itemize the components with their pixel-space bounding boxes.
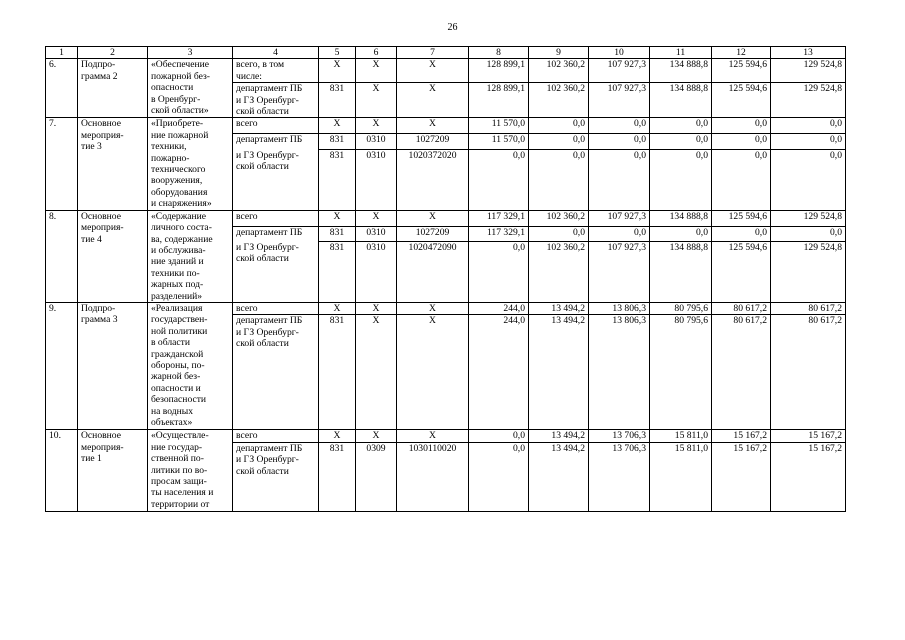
cell-value: 11 570,0	[469, 134, 529, 150]
cell-grbs: 831	[319, 83, 356, 118]
header-row	[46, 47, 846, 59]
cell-value: 129 524,8	[771, 83, 846, 118]
header-cell: 4	[233, 47, 319, 59]
cell-value: 13 706,3	[589, 442, 650, 511]
cell-value: 15 167,2	[712, 430, 771, 442]
cell-value: 134 888,8	[650, 210, 712, 226]
cell-value: 0,0	[529, 118, 589, 134]
table-row	[46, 210, 846, 226]
cell-value: 0,0	[529, 226, 589, 242]
cell-value: 0,0	[469, 430, 529, 442]
cell-csr: 1020472090	[397, 242, 469, 303]
cell-rzpr: Х	[356, 302, 397, 314]
header-cell: 1	[46, 47, 78, 59]
cell-value: 107 927,3	[589, 59, 650, 83]
cell-value: 80 617,2	[712, 315, 771, 430]
cell-value: 80 617,2	[771, 302, 846, 314]
header-cell: 8	[469, 47, 529, 59]
cell-value: 0,0	[712, 226, 771, 242]
responsible: департамент ПБ и ГЗ Оренбург- ской области	[233, 315, 319, 430]
cell-value: 0,0	[589, 134, 650, 150]
cell-value: 0,0	[650, 134, 712, 150]
cell-csr: 1020372020	[397, 150, 469, 211]
cell-grbs: 831	[319, 226, 356, 242]
cell-value: 102 360,2	[529, 210, 589, 226]
cell-rzpr: 0310	[356, 226, 397, 242]
header-cell: 7	[397, 47, 469, 59]
cell-value: 0,0	[650, 118, 712, 134]
program-title: «Осуществле- ние государ- ственной по- литики по во- просам защи- ты населения и территории от	[148, 430, 233, 511]
cell-grbs: 831	[319, 150, 356, 211]
cell-value: 107 927,3	[589, 83, 650, 118]
cell-value: 0,0	[771, 118, 846, 134]
cell-value: 128 899,1	[469, 83, 529, 118]
responsible: и ГЗ Оренбург- ской области	[233, 242, 319, 303]
cell-value: 13 706,3	[589, 430, 650, 442]
program-type: Подпро- грамма 3	[78, 302, 148, 429]
cell-grbs: 831	[319, 134, 356, 150]
cell-value: 117 329,1	[469, 210, 529, 226]
cell-value: 129 524,8	[771, 59, 846, 83]
cell-csr: Х	[397, 83, 469, 118]
responsible: департамент ПБ и ГЗ Оренбург- ской области	[233, 83, 319, 118]
cell-value: 0,0	[589, 150, 650, 211]
budget-table	[45, 46, 846, 512]
cell-value: 125 594,6	[712, 210, 771, 226]
cell-csr: 1027209	[397, 226, 469, 242]
cell-value: 80 617,2	[771, 315, 846, 430]
header-cell: 9	[529, 47, 589, 59]
responsible: всего	[233, 302, 319, 314]
cell-value: 80 617,2	[712, 302, 771, 314]
cell-value: 0,0	[469, 442, 529, 511]
row-number: 9.	[46, 302, 78, 429]
cell-grbs: 831	[319, 442, 356, 511]
table-row	[46, 59, 846, 83]
table-row	[46, 430, 846, 442]
cell-value: 0,0	[712, 150, 771, 211]
cell-grbs: 831	[319, 315, 356, 430]
cell-value: 0,0	[650, 150, 712, 211]
header-cell: 6	[356, 47, 397, 59]
cell-value: 13 806,3	[589, 302, 650, 314]
cell-grbs: Х	[319, 430, 356, 442]
header-cell: 2	[78, 47, 148, 59]
cell-csr: Х	[397, 430, 469, 442]
cell-value: 102 360,2	[529, 242, 589, 303]
program-type: Основное мероприя- тие 4	[78, 210, 148, 302]
cell-value: 15 811,0	[650, 430, 712, 442]
cell-value: 134 888,8	[650, 59, 712, 83]
responsible: департамент ПБ	[233, 134, 319, 150]
cell-csr: Х	[397, 59, 469, 83]
cell-value: 80 795,6	[650, 302, 712, 314]
header-cell: 12	[712, 47, 771, 59]
cell-value: 13 494,2	[529, 442, 589, 511]
cell-rzpr: 0309	[356, 442, 397, 511]
table-row	[46, 302, 846, 314]
cell-value: 117 329,1	[469, 226, 529, 242]
cell-value: 13 494,2	[529, 430, 589, 442]
program-title: «Обеспечение пожарной без- опасности в Оренбург- ской области»	[148, 59, 233, 118]
cell-value: 80 795,6	[650, 315, 712, 430]
program-title: «Содержание личного соста- ва, содержание и обслужива- ние зданий и техники по- жарных под- разделений»	[148, 210, 233, 302]
cell-value: 125 594,6	[712, 83, 771, 118]
cell-value: 11 570,0	[469, 118, 529, 134]
cell-value: 15 811,0	[650, 442, 712, 511]
header-cell: 11	[650, 47, 712, 59]
page-number: 26	[447, 22, 458, 33]
program-type: Основное мероприя- тие 3	[78, 118, 148, 210]
header-cell: 13	[771, 47, 846, 59]
cell-rzpr: Х	[356, 430, 397, 442]
cell-value: 0,0	[469, 242, 529, 303]
responsible: департамент ПБ и ГЗ Оренбург- ской области	[233, 442, 319, 511]
row-number: 8.	[46, 210, 78, 302]
cell-value: 0,0	[771, 226, 846, 242]
cell-value: 102 360,2	[529, 83, 589, 118]
cell-grbs: Х	[319, 210, 356, 226]
cell-grbs: Х	[319, 59, 356, 83]
cell-value: 244,0	[469, 315, 529, 430]
cell-value: 0,0	[712, 118, 771, 134]
table-row	[46, 118, 846, 134]
row-number: 6.	[46, 59, 78, 118]
cell-value: 107 927,3	[589, 242, 650, 303]
cell-csr: Х	[397, 315, 469, 430]
responsible: всего	[233, 118, 319, 134]
responsible: департамент ПБ	[233, 226, 319, 242]
cell-csr: Х	[397, 118, 469, 134]
program-type: Основное мероприя- тие 1	[78, 430, 148, 511]
cell-csr: Х	[397, 302, 469, 314]
cell-value: 128 899,1	[469, 59, 529, 83]
cell-value: 129 524,8	[771, 242, 846, 303]
cell-value: 0,0	[589, 226, 650, 242]
cell-value: 134 888,8	[650, 242, 712, 303]
cell-value: 125 594,6	[712, 242, 771, 303]
row-number: 10.	[46, 430, 78, 511]
cell-csr: 1030110020	[397, 442, 469, 511]
cell-rzpr: 0310	[356, 134, 397, 150]
cell-value: 0,0	[529, 150, 589, 211]
cell-value: 244,0	[469, 302, 529, 314]
cell-csr: Х	[397, 210, 469, 226]
cell-rzpr: Х	[356, 59, 397, 83]
cell-csr: 1027209	[397, 134, 469, 150]
cell-value: 0,0	[712, 134, 771, 150]
cell-value: 15 167,2	[771, 442, 846, 511]
cell-rzpr: 0310	[356, 150, 397, 211]
cell-value: 13 806,3	[589, 315, 650, 430]
header-cell: 3	[148, 47, 233, 59]
cell-value: 129 524,8	[771, 210, 846, 226]
header-cell: 5	[319, 47, 356, 59]
responsible: всего	[233, 210, 319, 226]
program-title: «Реализация государствен- ной политики в области гражданской обороны, по- жарной без- опасности и безопасности на водных объектах»	[148, 302, 233, 429]
cell-value: 134 888,8	[650, 83, 712, 118]
cell-value: 0,0	[771, 150, 846, 211]
cell-value: 0,0	[650, 226, 712, 242]
responsible: и ГЗ Оренбург- ской области	[233, 150, 319, 211]
row-number: 7.	[46, 118, 78, 210]
cell-value: 13 494,2	[529, 315, 589, 430]
cell-value: 0,0	[529, 134, 589, 150]
cell-value: 102 360,2	[529, 59, 589, 83]
cell-value: 0,0	[469, 150, 529, 211]
responsible: всего	[233, 430, 319, 442]
cell-rzpr: Х	[356, 118, 397, 134]
cell-value: 13 494,2	[529, 302, 589, 314]
cell-value: 107 927,3	[589, 210, 650, 226]
cell-rzpr: Х	[356, 315, 397, 430]
cell-rzpr: 0310	[356, 242, 397, 303]
program-title: «Приобрете- ние пожарной техники, пожарно- технического вооружения, оборудования и снаряжения»	[148, 118, 233, 210]
cell-rzpr: Х	[356, 83, 397, 118]
program-type: Подпро- грамма 2	[78, 59, 148, 118]
cell-grbs: 831	[319, 242, 356, 303]
cell-value: 15 167,2	[712, 442, 771, 511]
responsible: всего, в том числе:	[233, 59, 319, 83]
cell-grbs: Х	[319, 302, 356, 314]
cell-rzpr: Х	[356, 210, 397, 226]
cell-value: 125 594,6	[712, 59, 771, 83]
header-cell: 10	[589, 47, 650, 59]
cell-value: 15 167,2	[771, 430, 846, 442]
cell-value: 0,0	[771, 134, 846, 150]
cell-value: 0,0	[589, 118, 650, 134]
cell-grbs: Х	[319, 118, 356, 134]
